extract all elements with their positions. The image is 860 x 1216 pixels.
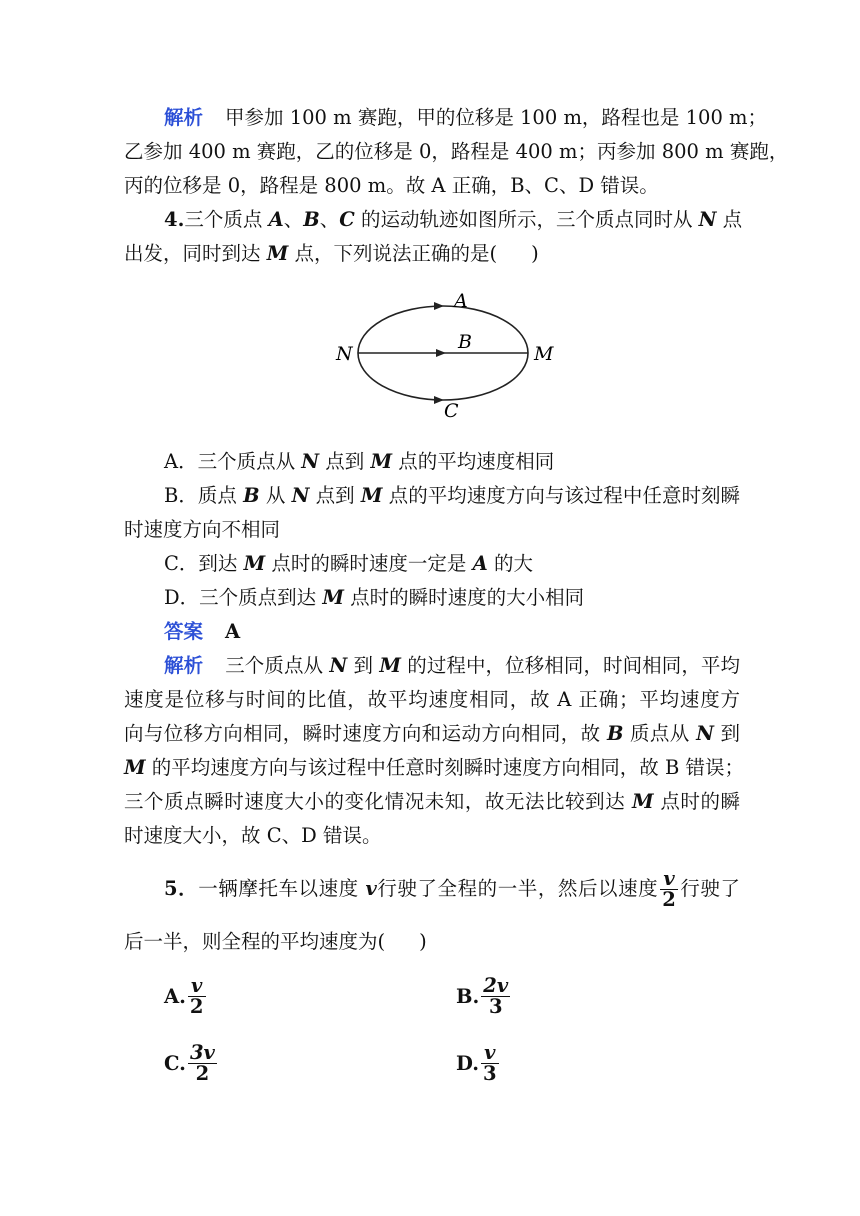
stem-text: 的运动轨迹如图所示，三个质点同时从 <box>354 208 699 231</box>
var-N: N <box>329 654 348 677</box>
var-M: M <box>243 552 266 575</box>
stem-text: ) <box>419 930 427 953</box>
stem-text: 点，下列说法正确的是( <box>288 242 498 265</box>
option-a <box>164 445 740 479</box>
arrow-b-icon <box>436 349 446 357</box>
option-b-line-2 <box>124 513 740 547</box>
fraction-denominator: 3 <box>488 995 503 1018</box>
question-5-stem-line-2 <box>124 925 740 959</box>
fraction-numerator: v <box>191 974 203 997</box>
analysis-4-line-3 <box>124 717 740 751</box>
fraction-denominator: 2 <box>189 995 204 1018</box>
arrow-c-icon <box>434 396 444 404</box>
analysis-text: 向与位移方向相同，瞬时速度方向和运动方向相同，故 <box>124 722 607 745</box>
option-text: 从 <box>259 484 292 507</box>
fraction-denominator: 2 <box>662 888 676 911</box>
stem-text: 后一半，则全程的平均速度为( <box>124 930 386 953</box>
analysis-3-line-2 <box>124 135 789 169</box>
option-text: 点时的瞬时速度的大小相同 <box>343 586 585 609</box>
stem-text: 、 <box>283 208 304 231</box>
answer-line <box>164 615 740 649</box>
question-5-stem-line-1 <box>164 869 740 910</box>
stem-text: 点 <box>716 208 743 231</box>
analysis-3-line-3 <box>124 169 740 203</box>
var-N: N <box>696 722 714 745</box>
option-text: 时速度方向不相同 <box>124 518 281 541</box>
analysis-text: 乙参加 400 m 赛跑，乙的位移是 0，路程是 400 m；丙参加 800 m 赛跑， <box>124 140 789 163</box>
choice-d[interactable] <box>456 1043 501 1084</box>
analysis-3-line-1 <box>164 101 768 135</box>
var-M: M <box>124 756 146 779</box>
option-text: 点时的瞬时速度一定是 <box>265 552 473 575</box>
option-b <box>164 479 740 513</box>
var-M: M <box>370 450 393 473</box>
choice-label: A. <box>164 985 186 1008</box>
option-text: 点到 <box>319 450 371 473</box>
arrow-a-icon <box>434 302 444 310</box>
var-M: M <box>322 586 344 609</box>
choice-fraction <box>188 1043 217 1084</box>
choice-c[interactable] <box>164 1043 219 1084</box>
var-B: B <box>606 722 624 745</box>
fraction-denominator: 2 <box>195 1062 210 1085</box>
choice-fraction <box>481 1043 499 1084</box>
var-A: A <box>268 208 284 231</box>
trajectory-figure <box>324 276 568 440</box>
option-text: C．到达 <box>164 552 244 575</box>
fraction-v-over-2 <box>660 869 678 910</box>
option-text: 点的平均速度方向与该过程中任意时刻瞬 <box>382 484 740 507</box>
fraction-numerator: 3v <box>189 1041 215 1064</box>
option-text: 点到 <box>309 484 361 507</box>
analysis-4-line-4 <box>124 751 745 785</box>
analysis-4-line-1 <box>164 649 740 683</box>
option-text: 的大 <box>487 552 533 575</box>
analysis-tag: 解析 <box>164 654 204 677</box>
option-d <box>164 581 740 615</box>
choice-label: B. <box>456 985 480 1008</box>
var-A: A <box>472 552 488 575</box>
stem-text: 行驶了 <box>679 877 740 900</box>
option-text: D．三个质点到达 <box>164 586 323 609</box>
question-4-stem-line-1 <box>164 203 743 237</box>
var-B: B <box>243 484 260 507</box>
question-number: 5． <box>164 877 199 900</box>
option-text: B．质点 <box>164 484 244 507</box>
stem-text: 行驶了全程的一半，然后以速度 <box>376 877 659 900</box>
analysis-4-line-6 <box>124 819 740 853</box>
choice-a[interactable] <box>164 976 208 1017</box>
fraction-numerator: v <box>663 867 675 890</box>
analysis-text: 质点从 <box>623 722 697 745</box>
label-n: N <box>336 343 353 365</box>
fraction-numerator: v <box>484 1041 496 1064</box>
analysis-text: 丙的位移是 0，路程是 800 m。故 A 正确，B、C、D 错误。 <box>124 174 659 197</box>
analysis-text: 甲参加 100 m 赛跑，甲的位移是 100 m，路程也是 100 m； <box>225 106 768 129</box>
analysis-text: 速度是位移与时间的比值，故平均速度相同，故 A 正确；平均速度方 <box>124 688 740 711</box>
stem-text: 、 <box>319 208 340 231</box>
analysis-text: 点时的瞬 <box>653 790 740 813</box>
analysis-text: 到 <box>347 654 380 677</box>
question-number: 4. <box>164 208 185 231</box>
question-4-stem-line-2 <box>124 237 740 271</box>
var-N: N <box>291 484 310 507</box>
analysis-text: 三个质点瞬时速度大小的变化情况未知，故无法比较到达 <box>124 790 632 813</box>
analysis-4-line-5 <box>124 785 740 819</box>
analysis-text: 三个质点从 <box>225 654 330 677</box>
var-N: N <box>698 208 717 231</box>
choice-fraction <box>188 976 206 1017</box>
var-C: C <box>339 208 355 231</box>
fraction-numerator: 2v <box>483 974 509 997</box>
analysis-4-line-2 <box>124 683 740 717</box>
analysis-tag: 解析 <box>164 106 204 129</box>
option-c <box>164 547 740 581</box>
var-M: M <box>632 790 654 813</box>
label-m: M <box>534 343 554 365</box>
analysis-text: 的过程中，位移相同，时间相同，平均 <box>400 654 740 677</box>
var-M: M <box>360 484 383 507</box>
answer-value: A <box>225 620 241 643</box>
stem-text: 一辆摩托车以速度 <box>198 877 366 900</box>
fraction-denominator: 3 <box>483 1062 497 1085</box>
var-v: v <box>365 877 377 900</box>
stem-text: 出发，同时到达 <box>124 242 267 265</box>
answer-tag: 答案 <box>164 620 204 643</box>
choice-label: C. <box>164 1052 186 1075</box>
label-c: C <box>444 400 459 422</box>
stem-text: ) <box>531 242 539 265</box>
analysis-text: 时速度大小，故 C、D 错误。 <box>124 824 382 847</box>
choice-label: D. <box>456 1052 480 1075</box>
label-b: B <box>458 331 472 353</box>
stem-text: 三个质点 <box>184 208 269 231</box>
choice-fraction <box>481 976 510 1017</box>
analysis-text: 到 <box>713 722 741 745</box>
option-text: A．三个质点从 <box>164 450 302 473</box>
option-text: 点的平均速度相同 <box>392 450 555 473</box>
label-a: A <box>454 290 468 312</box>
var-M: M <box>266 242 289 265</box>
var-M: M <box>379 654 401 677</box>
choice-b[interactable] <box>456 976 512 1017</box>
analysis-text: 的平均速度方向与该过程中任意时刻瞬时速度方向相同，故 B 错误； <box>145 756 745 779</box>
var-N: N <box>301 450 320 473</box>
var-B: B <box>303 208 320 231</box>
